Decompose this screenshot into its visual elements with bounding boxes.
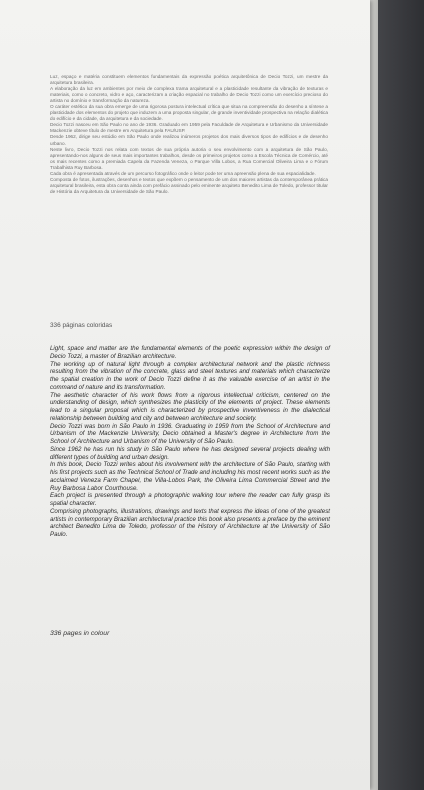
pt-paragraph: Desde 1962, dirige seu estúdio em São Paulo onde realizou inúmeros projetos dos mais diversos tipos de edifícios e de desenho urbano.: [50, 134, 328, 146]
en-paragraph: The working up of natural light through a complex architectural network and the plastic richness resulting from the vibration of the concrete, glass and steel textures and materials which characterize the spatial creation in the work of Decio Tozzi define it as the valuable exercise of an artist in the command of nature and its transformation.: [50, 360, 330, 391]
page-edge: [370, 0, 378, 790]
pt-page-count: 336 páginas coloridas: [50, 322, 113, 329]
portuguese-description: [50, 74, 328, 195]
pt-paragraph: Decio Tozzi nasceu em São Paulo no ano de 1936. Graduado em 1959 pela Faculdade de Arquitetura e Urbanismo da Universidade Mackenzie obteve título de mestre em Arquitetura pela FAU/USP.: [50, 122, 328, 134]
en-paragraph: Comprising photographs, illustrations, drawings and texts that express the ideas of one of the greatest artists in contemporary Brazilian architectural practice this book also presents a preface by the eminent architect Benedito Lima de Toledo, professor of the History of Architecture at the University of São Paulo.: [50, 507, 330, 538]
pt-paragraph: Cada obra é apresentada através de um percurso fotográfico onde o leitor pode ter uma apreensão plena de sua espacialidade.: [50, 170, 316, 176]
en-paragraph: Decio Tozzi was born in São Paulo in 1936. Graduating in 1959 from the School of Architecture and Urbanism of the Mackenzie University, Decio obtained a Master's degree in Architecture from the School of Architecture and Urbanism of the University of São Paulo.: [50, 422, 330, 445]
pt-paragraph: A elaboração da luz em ambientes por meio de complexa trama arquitetural e a plasticidade resultante da vibração de texturas e materiais, como o concreto, vidro e aço, caracterizam a criação espacial no trabalho de Decio Tozzi como um exercício precioso do artista no domínio e transformação da natureza.: [50, 86, 328, 104]
pt-paragraph: Neste livro, Decio Tozzi nos relata com textos de sua própria autoria o seu envolvimento com a arquitetura de São Paulo, apresentando-nos alguns de seus mais importantes trabalhos, desde os primeiros projetos como a Escola Técnica de Comércio, até os mais recentes como a premiada Capela da Fazenda Veneza, o Parque Villa Lobos, a Rua Comercial Oliveira Lima e o Fórum Trabalhista Ruy Barbosa.: [50, 146, 328, 170]
en-paragraph: Each project is presented through a photographic walking tour where the reader can fully grasp its spatial character.: [50, 492, 330, 507]
english-description: [50, 345, 330, 539]
pt-paragraph: Composta de fotos, ilustrações, desenhos e textos que expõem o pensamento de um dos maiores artistas da contemporânea prática arquitetural brasileira, esta obra conta ainda com prefácio assinado pelo eminente arquiteto Benedito Lima de Toledo, professor titular de História da Arquitetura da Universidade de São Paulo.: [50, 176, 328, 194]
en-paragraph: Since 1962 he has run his study in São Paulo where he has designed several projects dealing with different types of building and urban design.: [50, 445, 330, 461]
en-page-count: 336 pages in colour: [50, 630, 110, 637]
en-paragraph: Light, space and matter are the fundamental elements of the poetic expression within the design of Decio Tozzi, a master of Brazilian architecture.: [50, 345, 330, 360]
pt-paragraph: O caráter estético da sua obra emerge de uma rigorosa postura intelectual crítica que situa na compreensão do desenho a síntese a plasticidade dos elementos do projeto que induzem a uma proposta singular, de grande inventividade prospectiva na relação dialética do edifício e da cidade, da arquitetura e da sociedade.: [50, 104, 328, 122]
en-paragraph: In this book, Decio Tozzi writes about his involvement with the architecture of São Paulo, starting with his first projects such as the Technical School of Trade and including his most recent works such as the acclaimed Veneza Farm Chapel, the Villa-Lobos Park, the Oliveira Lima Commercial Street and the Ruy Barbosa Labor Courthouse.: [50, 461, 330, 492]
en-paragraph: The aesthetic character of his work flows from a rigorous intellectual criticism, centered on the understanding of design, which synthesizes the plasticity of the elements of project. These elements lead to a singular proposal which is characterized by prospective inventiveness in the dialectical relationship between building and city and between architecture and society.: [50, 391, 330, 422]
pt-paragraph: Luz, espaço e matéria constituem elementos fundamentais da expressão poética arquitetônica de Decio Tozzi, um mestre da arquitetura brasileira.: [50, 74, 328, 86]
